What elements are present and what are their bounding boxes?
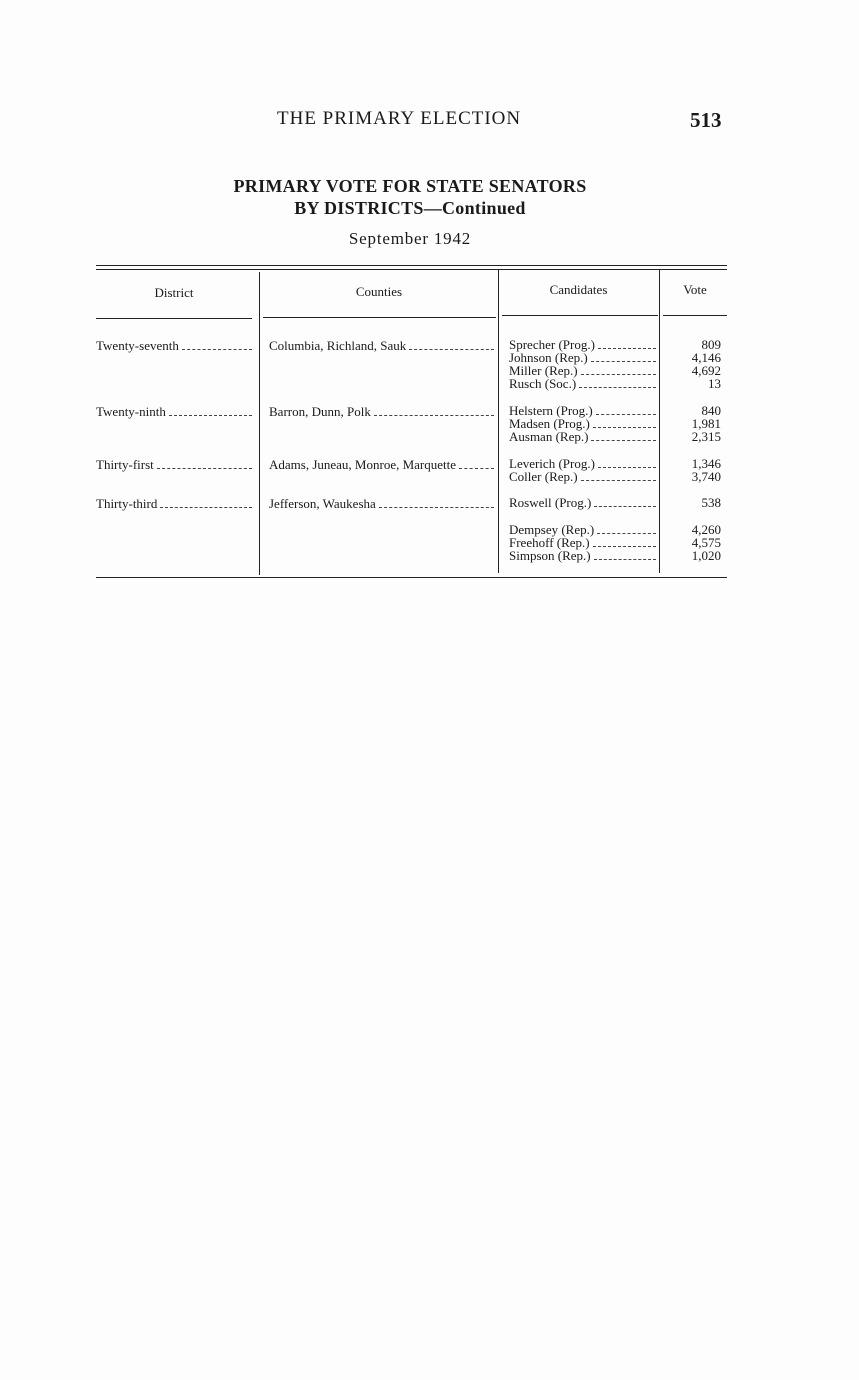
district-name: Thirty-third	[96, 496, 158, 511]
dot-leader	[182, 349, 252, 350]
vote-count: 1,346	[691, 456, 721, 471]
district-name: Thirty-first	[96, 457, 154, 472]
column-divider	[498, 270, 499, 573]
table-top-rule-2	[96, 269, 727, 270]
district-name: Twenty-seventh	[96, 338, 179, 353]
column-header-counties: Counties	[355, 284, 403, 299]
table-title-line2: BY DISTRICTS—Continued	[294, 198, 526, 218]
dot-leader	[594, 559, 656, 560]
table-title-line1: PRIMARY VOTE FOR STATE SENATORS	[233, 176, 587, 196]
county-list: Barron, Dunn, Polk	[269, 404, 371, 419]
header-underline	[96, 318, 252, 319]
candidate-name: Sprecher (Prog.)	[509, 337, 595, 352]
dot-leader	[597, 533, 656, 534]
candidate-name: Leverich (Prog.)	[509, 456, 595, 471]
candidate-name: Rusch (Soc.)	[509, 376, 577, 391]
dot-leader	[157, 468, 252, 469]
dot-leader	[596, 414, 656, 415]
dot-leader	[409, 349, 494, 350]
vote-count: 4,146	[691, 350, 721, 365]
header-underline	[663, 315, 727, 316]
page-number: 513	[690, 108, 722, 132]
vote-count: 1,020	[691, 548, 721, 563]
dot-leader	[459, 468, 494, 469]
candidate-name: Coller (Rep.)	[509, 469, 578, 484]
column-divider	[659, 270, 660, 573]
vote-count: 13	[708, 376, 721, 391]
candidate-name: Freehoff (Rep.)	[509, 535, 590, 550]
dot-leader	[579, 387, 656, 388]
vote-count: 2,315	[691, 429, 721, 444]
column-header-candidates: Candidates	[549, 282, 608, 297]
table-title	[0, 175, 820, 219]
header-underline	[502, 315, 658, 316]
county-list: Columbia, Richland, Sauk	[269, 338, 407, 353]
dot-leader	[593, 427, 656, 428]
vote-count: 3,740	[691, 469, 721, 484]
dot-leader	[591, 440, 656, 441]
dot-leader	[374, 415, 494, 416]
running-title: THE PRIMARY ELECTION	[277, 108, 522, 129]
vote-count: 1,981	[691, 416, 721, 431]
column-header-district: District	[154, 285, 194, 300]
election-date: September 1942	[348, 229, 472, 248]
dot-leader	[594, 506, 656, 507]
column-header-vote: Vote	[683, 282, 707, 297]
vote-count: 809	[701, 337, 721, 352]
candidate-name: Ausman (Rep.)	[509, 429, 589, 444]
candidate-name: Madsen (Prog.)	[509, 416, 590, 431]
dot-leader	[598, 348, 656, 349]
candidate-name: Johnson (Rep.)	[509, 350, 588, 365]
county-list: Jefferson, Waukesha	[269, 496, 376, 511]
table-bottom-rule	[96, 577, 727, 578]
district-name: Twenty-ninth	[96, 404, 166, 419]
dot-leader	[591, 361, 656, 362]
vote-count: 4,260	[691, 522, 721, 537]
dot-leader	[598, 467, 656, 468]
vote-count: 4,692	[691, 363, 721, 378]
header-underline	[263, 317, 496, 318]
candidate-name: Miller (Rep.)	[509, 363, 578, 378]
candidate-name: Simpson (Rep.)	[509, 548, 591, 563]
column-divider	[259, 272, 260, 575]
vote-count: 4,575	[691, 535, 721, 550]
dot-leader	[169, 415, 252, 416]
vote-count: 538	[701, 495, 721, 510]
table-top-rule	[96, 265, 727, 266]
county-list: Adams, Juneau, Monroe, Marquette	[269, 457, 457, 472]
dot-leader	[160, 507, 252, 508]
candidate-name: Roswell (Prog.)	[509, 495, 592, 510]
dot-leader	[593, 546, 656, 547]
dot-leader	[581, 374, 656, 375]
candidate-name: Helstern (Prog.)	[509, 403, 593, 418]
vote-count: 840	[701, 403, 721, 418]
candidate-name: Dempsey (Rep.)	[509, 522, 595, 537]
dot-leader	[379, 507, 494, 508]
dot-leader	[581, 480, 656, 481]
